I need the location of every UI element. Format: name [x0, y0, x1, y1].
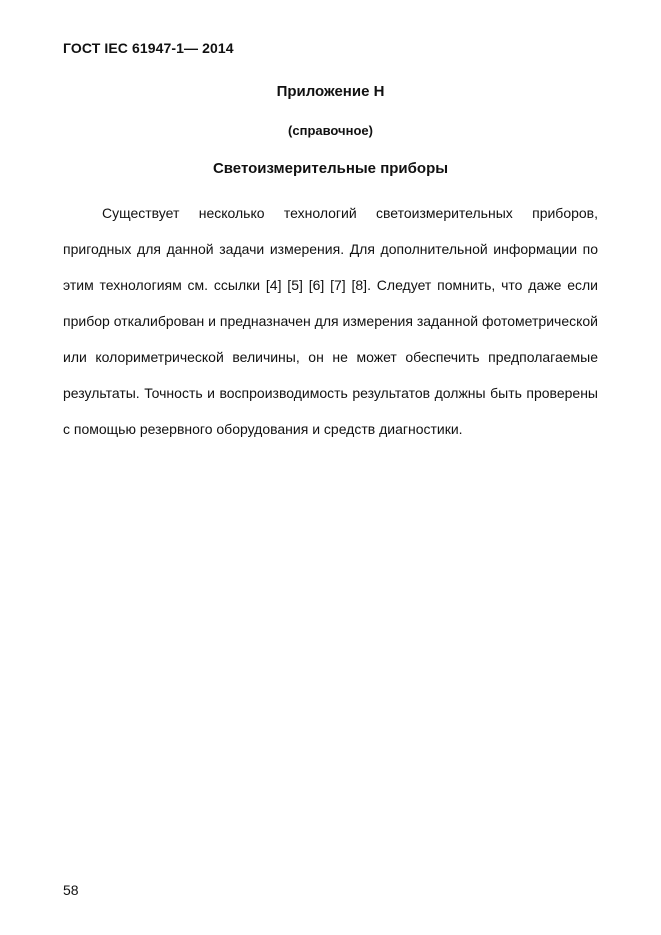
annex-title: Приложение Н — [276, 83, 385, 100]
page-number: 58 — [63, 882, 79, 898]
annex-type: (справочное) — [288, 123, 373, 138]
document-code: ГОСТ IEC 61947-1— 2014 — [63, 40, 234, 56]
section-title: Светоизмерительные приборы — [212, 160, 449, 177]
body-paragraph: Существует несколько технологий светоизмерительных приборов, пригодных для данной задачи измерения. Для дополнительной информации по этим технологиям см. ссылки [4] [5] [6] [7] [8]. Следует помнить, что даже если прибор откалиброван и предназначен для измерения заданной фотометрической или колориметрической величины, он не может обеспечить предполагаемые результаты. Точность и воспроизводимость результатов должны быть проверены с помощью резервного оборудования и средств диагностики. — [63, 205, 598, 437]
